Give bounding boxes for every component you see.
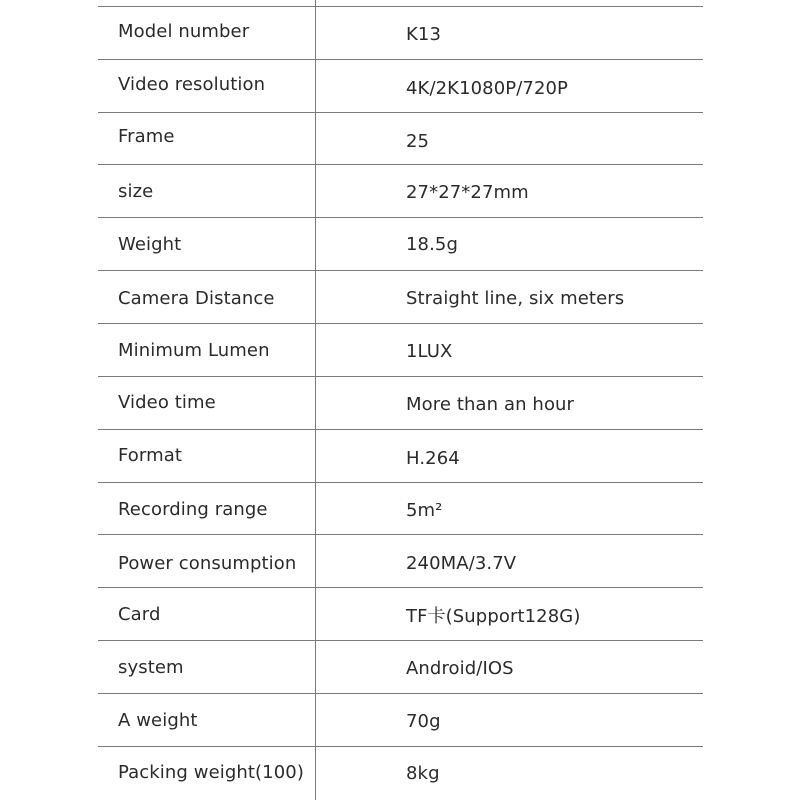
spec-label-recording-range: Recording range bbox=[118, 499, 268, 520]
column-divider bbox=[315, 0, 316, 800]
spec-label-frame: Frame bbox=[118, 126, 175, 147]
spec-value-power-consumption: 240MA/3.7V bbox=[406, 553, 517, 574]
row-divider bbox=[98, 217, 703, 218]
spec-label-minimum-lumen: Minimum Lumen bbox=[118, 340, 270, 361]
spec-value-format: H.264 bbox=[406, 448, 460, 469]
spec-value-system: Android/IOS bbox=[406, 658, 514, 679]
spec-label-model-number: Model number bbox=[118, 21, 250, 42]
row-divider bbox=[98, 746, 703, 747]
spec-label-power-consumption: Power consumption bbox=[118, 553, 297, 574]
row-divider bbox=[98, 534, 703, 535]
spec-label-packing-weight: Packing weight(100) bbox=[118, 762, 304, 783]
spec-value-a-weight: 70g bbox=[406, 711, 441, 732]
row-divider bbox=[98, 482, 703, 483]
row-divider bbox=[98, 164, 703, 165]
spec-value-weight: 18.5g bbox=[406, 234, 459, 255]
spec-value-camera-distance: Straight line, six meters bbox=[406, 288, 625, 309]
spec-label-video-time: Video time bbox=[118, 392, 216, 413]
spec-label-format: Format bbox=[118, 445, 183, 466]
row-divider bbox=[98, 640, 703, 641]
spec-label-size: size bbox=[118, 181, 154, 202]
row-divider bbox=[98, 429, 703, 430]
spec-value-card: TF卡(Support128G) bbox=[406, 606, 581, 627]
spec-label-weight: Weight bbox=[118, 234, 182, 255]
spec-table bbox=[98, 0, 703, 800]
spec-label-a-weight: A weight bbox=[118, 710, 198, 731]
spec-label-card: Card bbox=[118, 604, 161, 625]
spec-value-frame: 25 bbox=[406, 131, 430, 152]
row-divider bbox=[98, 6, 703, 7]
spec-value-video-time: More than an hour bbox=[406, 394, 575, 415]
spec-value-size: 27*27*27mm bbox=[406, 182, 529, 203]
spec-label-system: system bbox=[118, 657, 184, 678]
spec-value-packing-weight: 8kg bbox=[406, 763, 440, 784]
row-divider bbox=[98, 376, 703, 377]
row-divider bbox=[98, 112, 703, 113]
row-divider bbox=[98, 587, 703, 588]
spec-value-recording-range: 5m² bbox=[406, 500, 443, 521]
row-divider bbox=[98, 693, 703, 694]
spec-label-camera-distance: Camera Distance bbox=[118, 288, 275, 309]
spec-value-model-number: K13 bbox=[406, 24, 442, 45]
spec-value-minimum-lumen: 1LUX bbox=[406, 341, 453, 362]
row-divider bbox=[98, 270, 703, 271]
spec-label-video-resolution: Video resolution bbox=[118, 74, 266, 95]
row-divider bbox=[98, 323, 703, 324]
row-divider bbox=[98, 59, 703, 60]
spec-value-video-resolution: 4K/2K1080P/720P bbox=[406, 78, 569, 99]
